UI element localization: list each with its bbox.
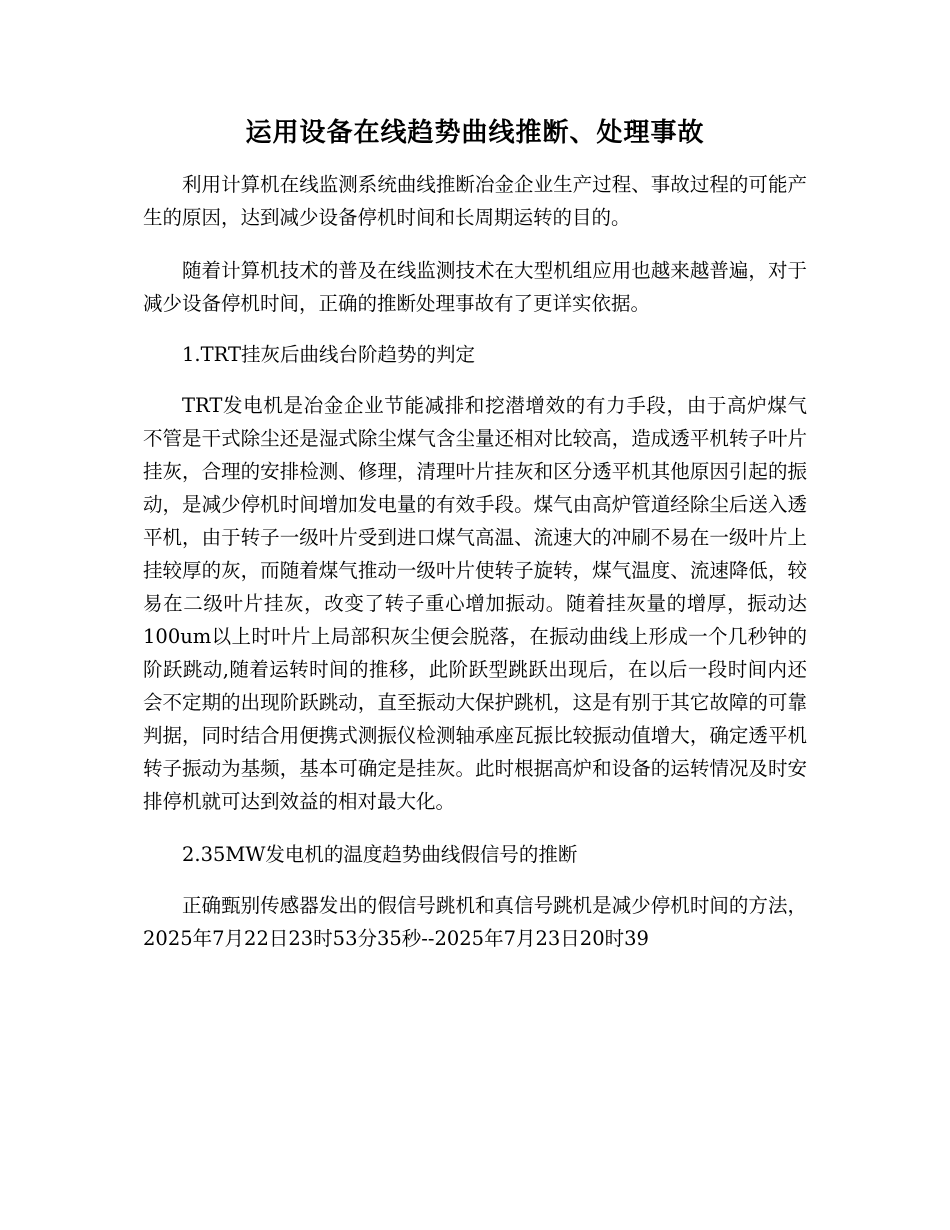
intro-paragraph-2: 随着计算机技术的普及在线监测技术在大型机组应用也越来越普遍，对于减少设备停机时间，正确的推断处理事故有了更详实依据。 <box>143 259 807 315</box>
section-2-body: 正确甄别传感器发出的假信号跳机和真信号跳机是减少停机时间的方法，2025年7月22日23时53分35秒--2025年7月23日20时39 <box>143 894 807 950</box>
section-1-body: TRT发电机是冶金企业节能减排和挖潜增效的有力手段，由于高炉煤气不管是干式除尘还是湿式除尘煤气含尘量还相对比较高，造成透平机转子叶片挂灰，合理的安排检测、修理，清理叶片挂灰和区分透平机其他原因引起的振动，是减少停机时间增加发电量的有效手段。煤气由高炉管道经除尘后送入透平机，由于转子一级叶片受到进口煤气高温、流速大的冲刷不易在一级叶片上挂较厚的灰，而随着煤气推动一级叶片使转子旋转，煤气温度、流速降低，较易在二级叶片挂灰，改变了转子重心增加振动。随着挂灰量的增厚，振动达100um以上时叶片上局部积灰尘便会脱落，在振动曲线上形成一个几秒钟的阶跃跳动,随着运转时间的推移，此阶跃型跳跃出现后，在以后一段时间内还会不定期的出现阶跃跳动，直至振动大保护跳机，这是有别于其它故障的可靠判据，同时结合用便携式测振仪检测轴承座瓦振比较振动值增大，确定透平机转子振动为基频，基本可确定是挂灰。此时根据高炉和设备的运转情况及时安排停机就可达到效益的相对最大化。 <box>143 394 807 813</box>
intro-paragraph-1: 利用计算机在线监测系统曲线推断冶金企业生产过程、事故过程的可能产生的原因，达到减少设备停机时间和长周期运转的目的。 <box>143 173 807 229</box>
section-1-heading: 1.TRT挂灰后曲线台阶趋势的判定 <box>182 343 475 366</box>
document-title: 运用设备在线趋势曲线推断、处理事故 <box>245 118 705 148</box>
document-body <box>143 168 807 975</box>
section-2-heading: 2.35MW发电机的温度趋势曲线假信号的推断 <box>182 843 578 866</box>
